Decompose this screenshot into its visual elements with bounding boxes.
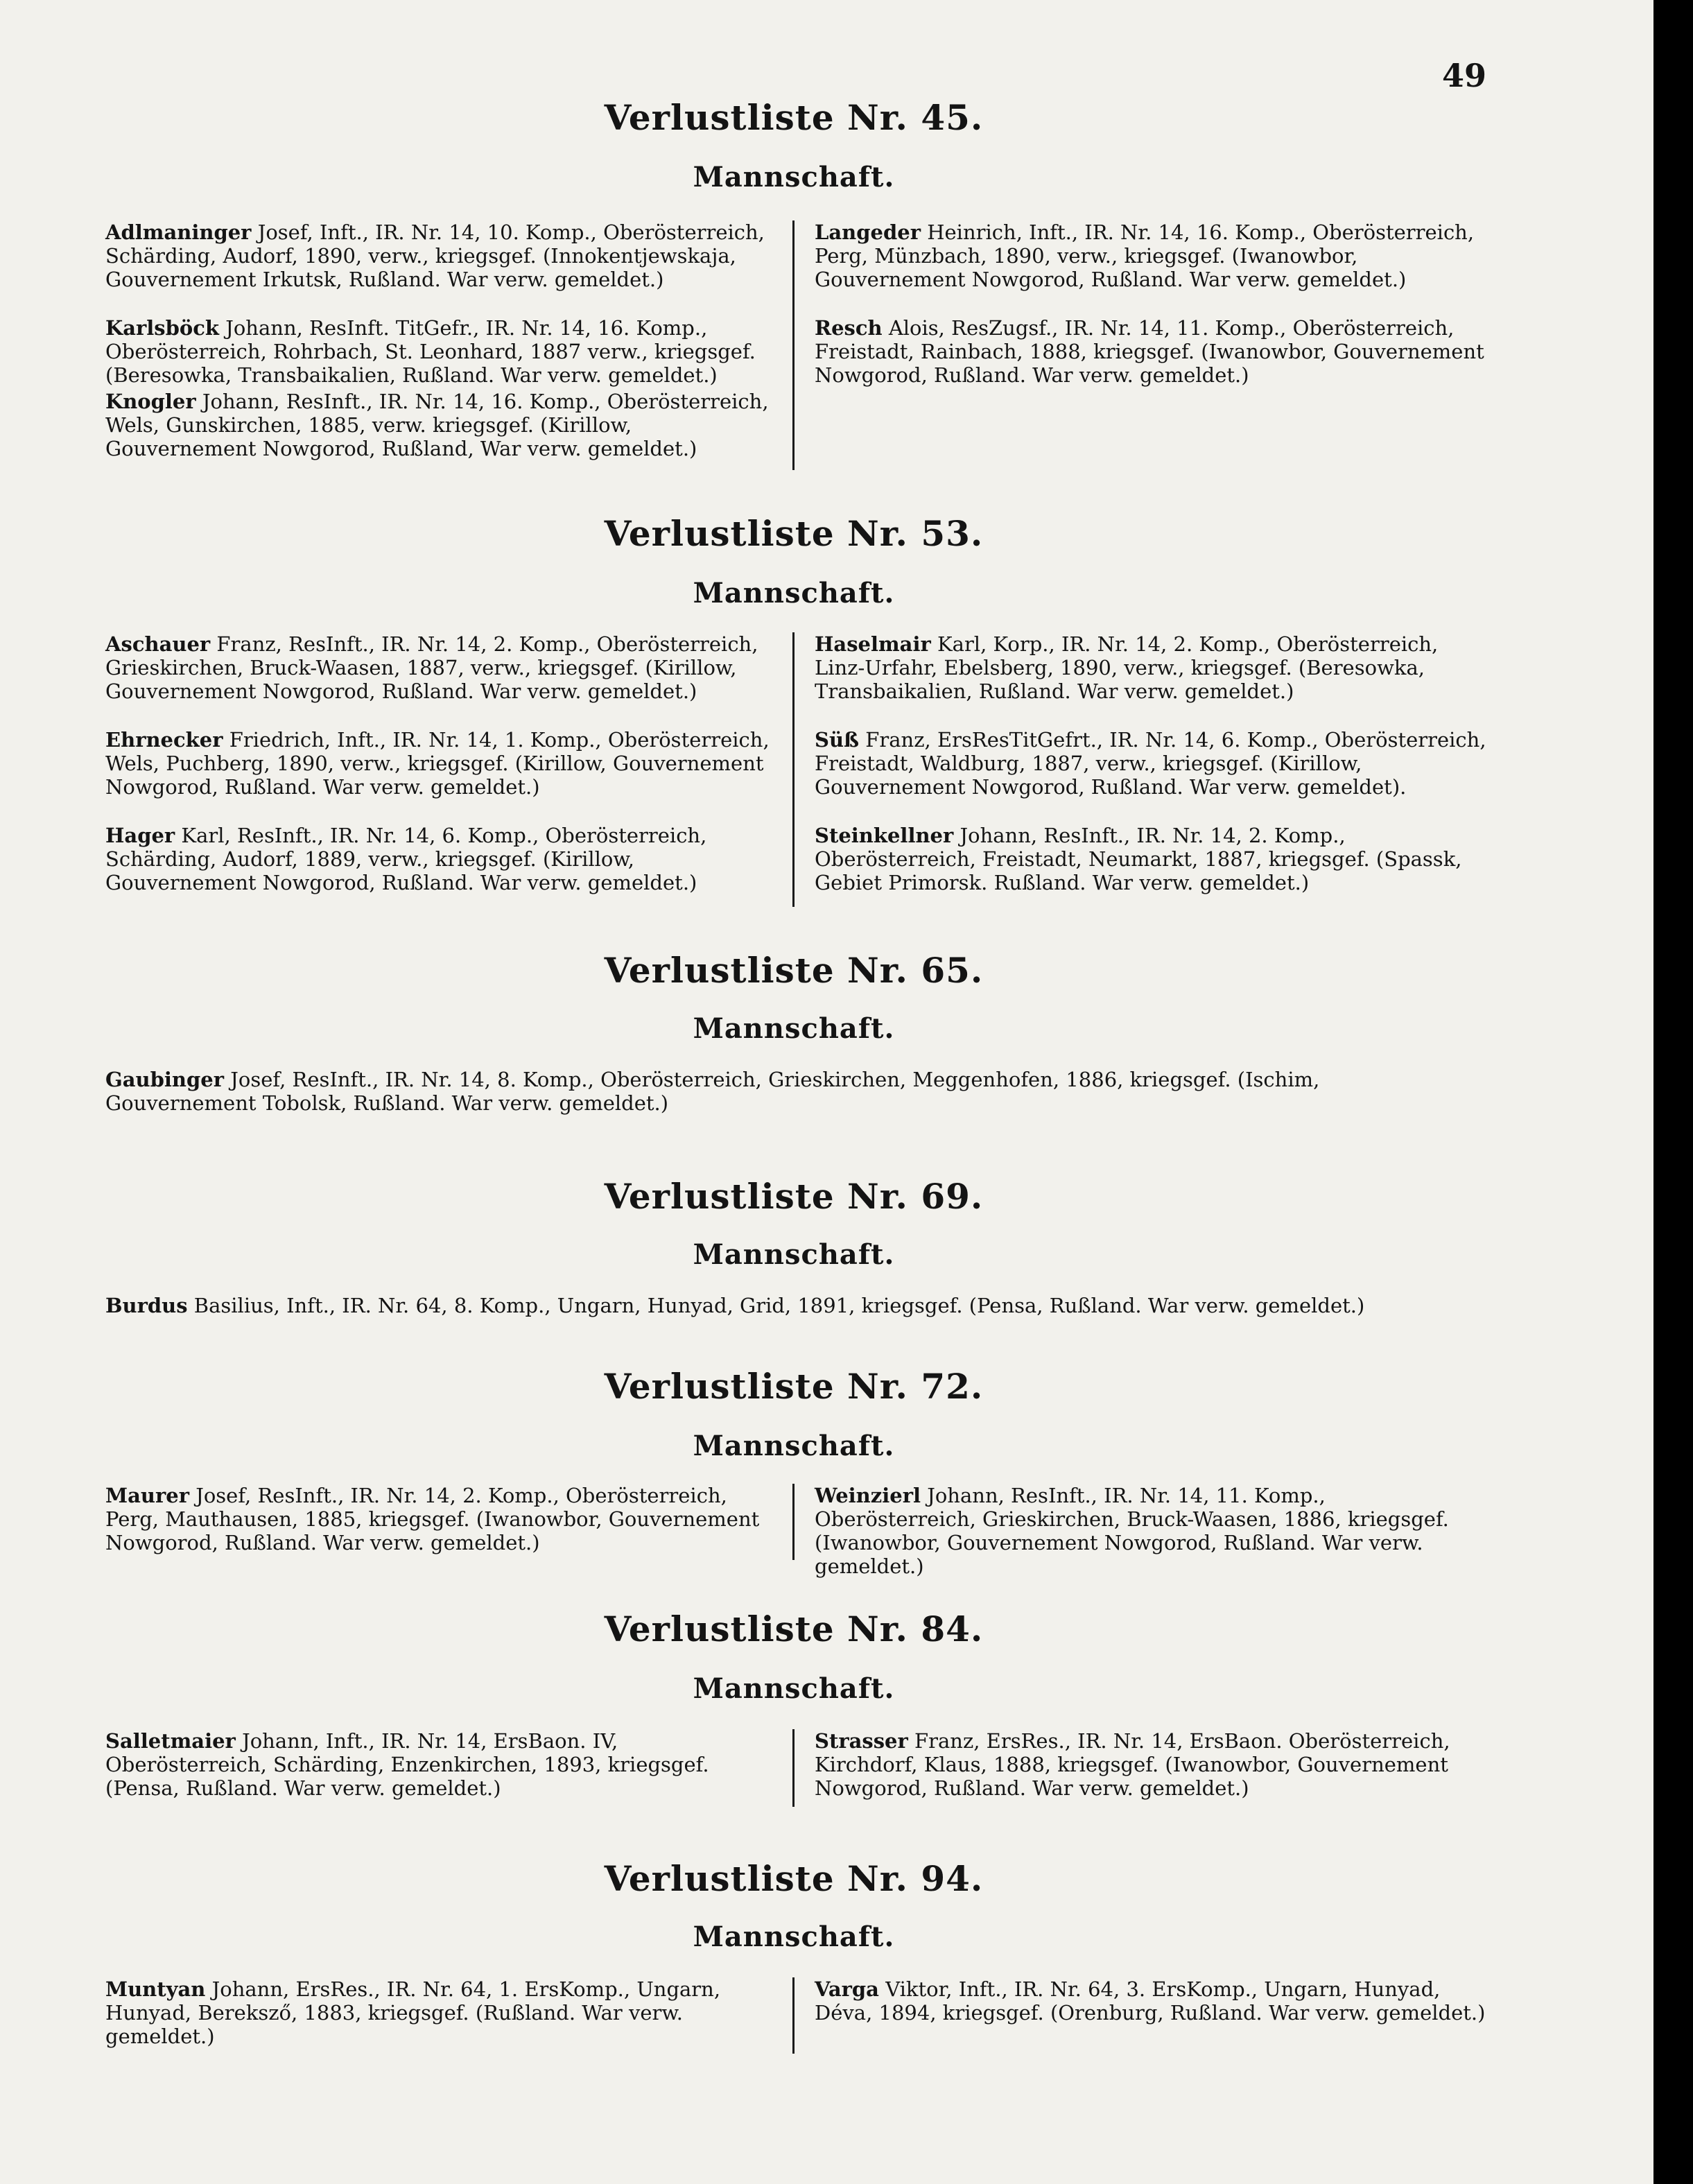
list-title-69: Verlustliste Nr. 69. [604,1176,984,1217]
column-right-84 [815,1729,1487,1825]
surname: Salletmaier [105,1729,236,1753]
casualty-entry [815,1729,1487,1800]
list-title-94: Verlustliste Nr. 94. [604,1858,984,1899]
section-label-53: Mannschaft. [693,577,895,609]
casualty-entry [815,316,1487,387]
surname: Knogler [105,390,196,413]
casualty-entry [105,824,771,894]
column-divider [792,1729,795,1807]
casualty-entry [815,824,1487,894]
list-title-72: Verlustliste Nr. 72. [604,1366,984,1407]
casualty-entry [105,728,771,799]
casualty-entry [105,1729,771,1800]
column-divider [792,1484,795,1560]
entry-details: Friedrich, Inft., IR. Nr. 14, 1. Komp., Oberösterreich, Wels, Puchberg, 1890, verw., kriegsgef. (Kirillow, Gouvernement Nowgorod, Rußland. War verw. gemeldet.) [105,728,770,799]
surname: Ehrnecker [105,728,223,752]
casualty-entry [105,316,771,387]
entry-details: Josef, ResInft., IR. Nr. 14, 2. Komp., Oberösterreich, Perg, Mauthausen, 1885, kriegsgef. (Iwanowbor, Gouvernement Nowgorod, Rußland. War verw. gemeldet.) [105,1484,760,1554]
section-label-94: Mannschaft. [693,1921,895,1953]
section-label-84: Mannschaft. [693,1672,895,1705]
casualty-entry [105,632,771,703]
entry-details: Johann, ResInft., IR. Nr. 14, 11. Komp., Oberösterreich, Grieskirchen, Bruck-Waasen, 1886, kriegsgef. (Iwanowbor, Gouvernement Nowgorod, Rußland. War verw. gemeldet.) [815,1484,1449,1578]
entry-details: Johann, ErsRes., IR. Nr. 64, 1. ErsKomp., Ungarn, Hunyad, Bereksző, 1883, kriegsgef. (Rußland. War verw. gemeldet.) [105,1977,721,2048]
surname: Karlsböck [105,316,219,340]
casualty-entry [105,390,771,460]
surname: Haselmair [815,632,931,656]
surname: Langeder [815,220,921,244]
section-label-45: Mannschaft. [693,161,895,193]
surname: Adlmaninger [105,220,252,244]
column-left-45 [105,220,771,485]
column-divider [792,220,795,470]
entry-details: Karl, ResInft., IR. Nr. 14, 6. Komp., Oberösterreich, Schärding, Audorf, 1889, verw., kriegsgef. (Kirillow, Gouvernement Nowgorod, Rußland. War verw. gemeldet.) [105,824,707,894]
section-label-69: Mannschaft. [693,1238,895,1271]
surname: Weinzierl [815,1484,921,1507]
casualty-entry [105,1294,1450,1317]
casualty-entry [105,1484,771,1554]
column-left-94 [105,1977,771,2073]
casualty-entry [815,728,1487,799]
surname: Hager [105,824,175,847]
list-title-45: Verlustliste Nr. 45. [604,97,984,138]
entry-details: Johann, ResInft., IR. Nr. 14, 16. Komp., Oberösterreich, Wels, Gunskirchen, 1885, verw. kriegsgef. (Kirillow, Gouvernement Nowgorod, Rußland, War verw. gemeldet.) [105,390,769,460]
column-left-53 [105,632,771,919]
list-title-84: Verlustliste Nr. 84. [604,1609,984,1649]
surname: Gaubinger [105,1068,225,1091]
entry-details: Franz, ResInft., IR. Nr. 14, 2. Komp., Oberösterreich, Grieskirchen, Bruck-Waasen, 1887, verw., kriegsgef. (Kirillow, Gouvernement Nowgorod, Rußland. War verw. gemeldet.) [105,632,758,703]
column-right-45 [815,220,1487,412]
casualty-entry [105,1977,771,2048]
list-title-53: Verlustliste Nr. 53. [604,513,984,554]
entry-details: Johann, ResInft. TitGefr., IR. Nr. 14, 16. Komp., Oberösterreich, Rohrbach, St. Leonhard, 1887 verw., kriegsgef. (Beresowka, Transbaikalien, Rußland. War verw. gemeldet.) [105,316,756,387]
surname: Burdus [105,1294,188,1317]
surname: Steinkellner [815,824,954,847]
column-right-72 [815,1484,1487,1603]
list-title-65: Verlustliste Nr. 65. [604,950,984,991]
casualty-entry [815,1484,1487,1578]
entry-details: Johann, Inft., IR. Nr. 14, ErsBaon. IV, Oberösterreich, Schärding, Enzenkirchen, 1893, kriegsgef. (Pensa, Rußland. War verw. gemeldet.) [105,1729,709,1800]
column-right-94 [815,1977,1487,2049]
surname: Maurer [105,1484,189,1507]
casualty-entry [815,220,1487,291]
surname: Süß [815,728,860,752]
entry-details: Josef, Inft., IR. Nr. 14, 10. Komp., Oberösterreich, Schärding, Audorf, 1890, verw., kriegsgef. (Innokentjewskaja, Gouvernement Irkutsk, Rußland. War verw. gemeldet.) [105,220,765,291]
scan-edge [1653,0,1693,2184]
casualty-entry [815,1977,1487,2025]
entry-details: Josef, ResInft., IR. Nr. 14, 8. Komp., Oberösterreich, Grieskirchen, Meggenhofen, 1886, kriegsgef. (Ischim, Gouvernement Tobolsk, Rußland. War verw. gemeldet.) [105,1068,1320,1115]
entry-details: Franz, ErsRes., IR. Nr. 14, ErsBaon. Oberösterreich, Kirchdorf, Klaus, 1888, kriegsgef. (Iwanowbor, Gouvernement Nowgorod, Rußland. War verw. gemeldet.) [815,1729,1450,1800]
casualty-entry [105,1068,1450,1115]
column-divider [792,632,795,907]
surname: Varga [815,1977,879,2001]
page-number: 49 [1442,57,1487,94]
surname: Muntyan [105,1977,206,2001]
column-left-84 [105,1729,771,1825]
casualty-entry [815,632,1487,703]
entry-details: Viktor, Inft., IR. Nr. 64, 3. ErsKomp., Ungarn, Hunyad, Déva, 1894, kriegsgef. (Orenburg, Rußland. War verw. gemeldet.) [815,1977,1486,2025]
column-full-65 [105,1068,1450,1140]
entry-details: Karl, Korp., IR. Nr. 14, 2. Komp., Oberösterreich, Linz-Urfahr, Ebelsberg, 1890, verw., kriegsgef. (Beresowka, Transbaikalien, Rußland. War verw. gemeldet.) [815,632,1439,703]
column-left-72 [105,1484,771,1579]
column-divider [792,1977,795,2054]
entry-details: Basilius, Inft., IR. Nr. 64, 8. Komp., Ungarn, Hunyad, Grid, 1891, kriegsgef. (Pensa, Rußland. War verw. gemeldet.) [193,1294,1365,1317]
surname: Resch [815,316,883,340]
surname: Aschauer [105,632,211,656]
column-full-69 [105,1294,1450,1342]
entry-details: Heinrich, Inft., IR. Nr. 14, 16. Komp., Oberösterreich, Perg, Münzbach, 1890, verw., kriegsgef. (Iwanowbor, Gouvernement Nowgorod, Rußland. War verw. gemeldet.) [815,220,1475,291]
section-label-72: Mannschaft. [693,1430,895,1462]
section-label-65: Mannschaft. [693,1012,895,1045]
entry-details: Franz, ErsResTitGefrt., IR. Nr. 14, 6. Komp., Oberösterreich, Freistadt, Waldburg, 1887, verw., kriegsgef. (Kirillow, Gouvernement Nowgorod, Rußland. War verw. gemeldet). [815,728,1486,799]
surname: Strasser [815,1729,908,1753]
casualty-entry [105,220,771,291]
column-right-53 [815,632,1487,919]
entry-details: Alois, ResZugsf., IR. Nr. 14, 11. Komp., Oberösterreich, Freistadt, Rainbach, 1888, kriegsgef. (Iwanowbor, Gouvernement Nowgorod, Rußland. War verw. gemeldet.) [815,316,1484,387]
entry-details: Johann, ResInft., IR. Nr. 14, 2. Komp., Oberösterreich, Freistadt, Neumarkt, 1887, kriegsgef. (Spassk, Gebiet Primorsk. Rußland. War verw. gemeldet.) [815,824,1462,894]
